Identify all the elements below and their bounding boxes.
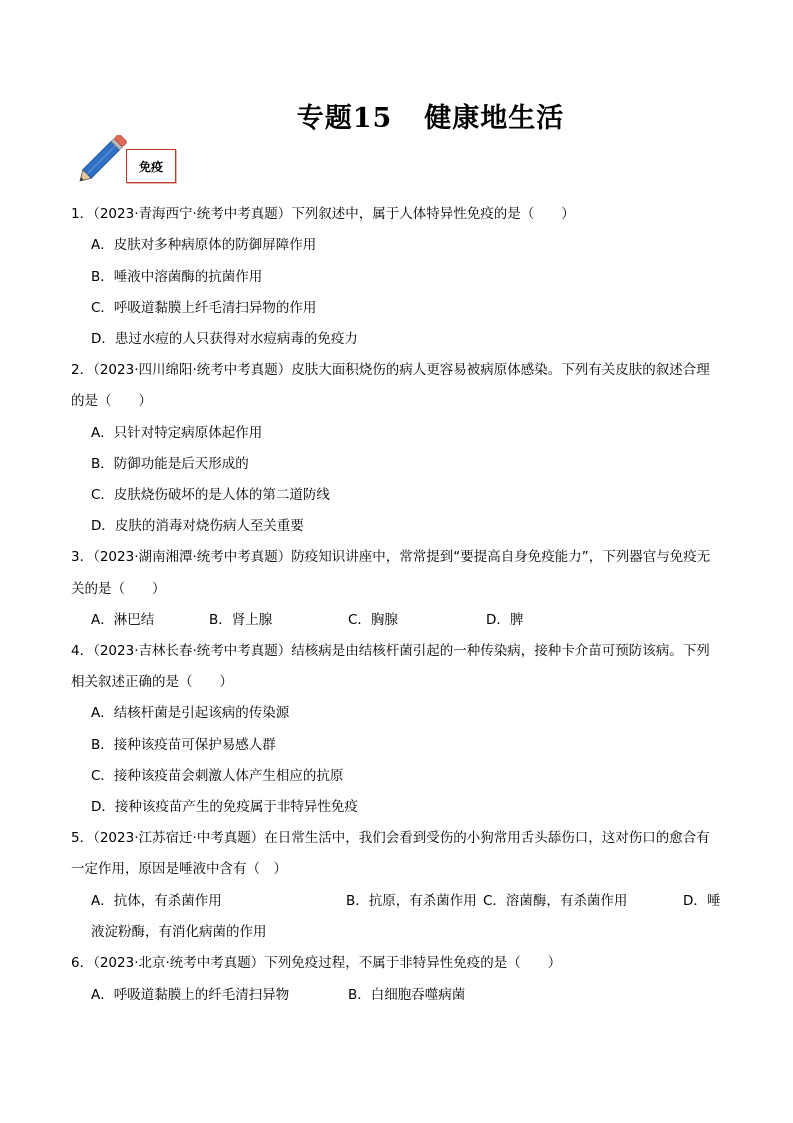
section-badge-box	[126, 149, 176, 183]
question-4-option-a: A．结核杆菌是引起该病的传染源	[91, 705, 290, 721]
question-5-option-d-continued: 液淀粉酶，有消化病菌的作用	[91, 924, 267, 940]
question-2-option-b: B．防御功能是后天形成的	[91, 456, 249, 472]
question-2-option-a: A．只针对特定病原体起作用	[91, 425, 263, 441]
question-2-option-d: D．皮肤的消毒对烧伤病人至关重要	[91, 518, 304, 534]
question-1-option-c: C．呼吸道黏膜上纤毛清扫异物的作用	[91, 300, 317, 316]
question-5-stem-line-1: 5．（2023·江苏宿迁·中考真题）在日常生活中，我们会看到受伤的小狗常用舌头舔伤口，这对伤口的愈合有	[71, 830, 710, 846]
question-3-option-a: A．淋巴结	[91, 612, 155, 628]
question-5-option-c: C．溶菌酶，有杀菌作用	[483, 893, 628, 909]
question-3-stem-line-2: 关的是（ ）	[71, 581, 166, 597]
question-2-option-c: C．皮肤烧伤破坏的是人体的第二道防线	[91, 487, 330, 503]
section-badge-label: 免疫	[138, 160, 163, 174]
question-4-option-c: C．接种该疫苗会刺激人体产生相应的抗原	[91, 768, 344, 784]
question-4-option-d: D．接种该疫苗产生的免疫属于非特异性免疫	[91, 799, 358, 815]
question-3-option-b: B．肾上腺	[209, 612, 273, 628]
question-3-option-c: C．胸腺	[348, 612, 398, 628]
question-3-stem-line-1: 3．（2023·湖南湘潭·统考中考真题）防疫知识讲座中，常常提到“要提高自身免疫能力”，下列器官与免疫无	[71, 549, 711, 565]
question-5-option-a: A．抗体，有杀菌作用	[91, 893, 222, 909]
question-1-stem: 1．（2023·青海西宁·统考中考真题）下列叙述中，属于人体特异性免疫的是（ ）	[71, 206, 575, 222]
question-5-stem-line-2: 一定作用，原因是唾液中含有（ ）	[71, 861, 287, 877]
question-2-stem-line-1: 2．（2023·四川绵阳·统考中考真题）皮肤大面积烧伤的病人更容易被病原体感染。下列有关皮肤的叙述合理	[71, 362, 710, 378]
question-5-option-b: B．抗原，有杀菌作用	[346, 893, 477, 909]
question-1-option-a: A．皮肤对多种病原体的防御屏障作用	[91, 237, 317, 253]
question-4-stem-line-2: 相关叙述正确的是（ ）	[71, 674, 233, 690]
question-1-option-b: B．唾液中溶菌酶的抗菌作用	[91, 269, 263, 285]
question-6-stem: 6．（2023·北京·统考中考真题）下列免疫过程，不属于非特异性免疫的是（ ）	[71, 955, 562, 971]
question-4-stem-line-1: 4．（2023·吉林长春·统考中考真题）结核病是由结核杆菌引起的一种传染病，接种卡介苗可预防该病。下列	[71, 643, 710, 659]
question-5-option-d: D．唾	[683, 893, 721, 909]
question-6-option-b: B．白细胞吞噬病菌	[348, 987, 466, 1003]
question-2-stem-line-2: 的是（ ）	[71, 393, 152, 409]
question-6-option-a: A．呼吸道黏膜上的纤毛清扫异物	[91, 987, 290, 1003]
question-1-option-d: D．患过水痘的人只获得对水痘病毒的免疫力	[91, 331, 358, 347]
title-prefix: 专题15	[296, 103, 393, 134]
question-4-option-b: B．接种该疫苗可保护易感人群	[91, 737, 276, 753]
section-badge	[74, 135, 184, 187]
title-main: 健康地生活	[424, 103, 565, 134]
question-3-option-d: D．脾	[486, 612, 524, 628]
page-title	[0, 96, 793, 135]
pencil-icon	[74, 135, 134, 187]
